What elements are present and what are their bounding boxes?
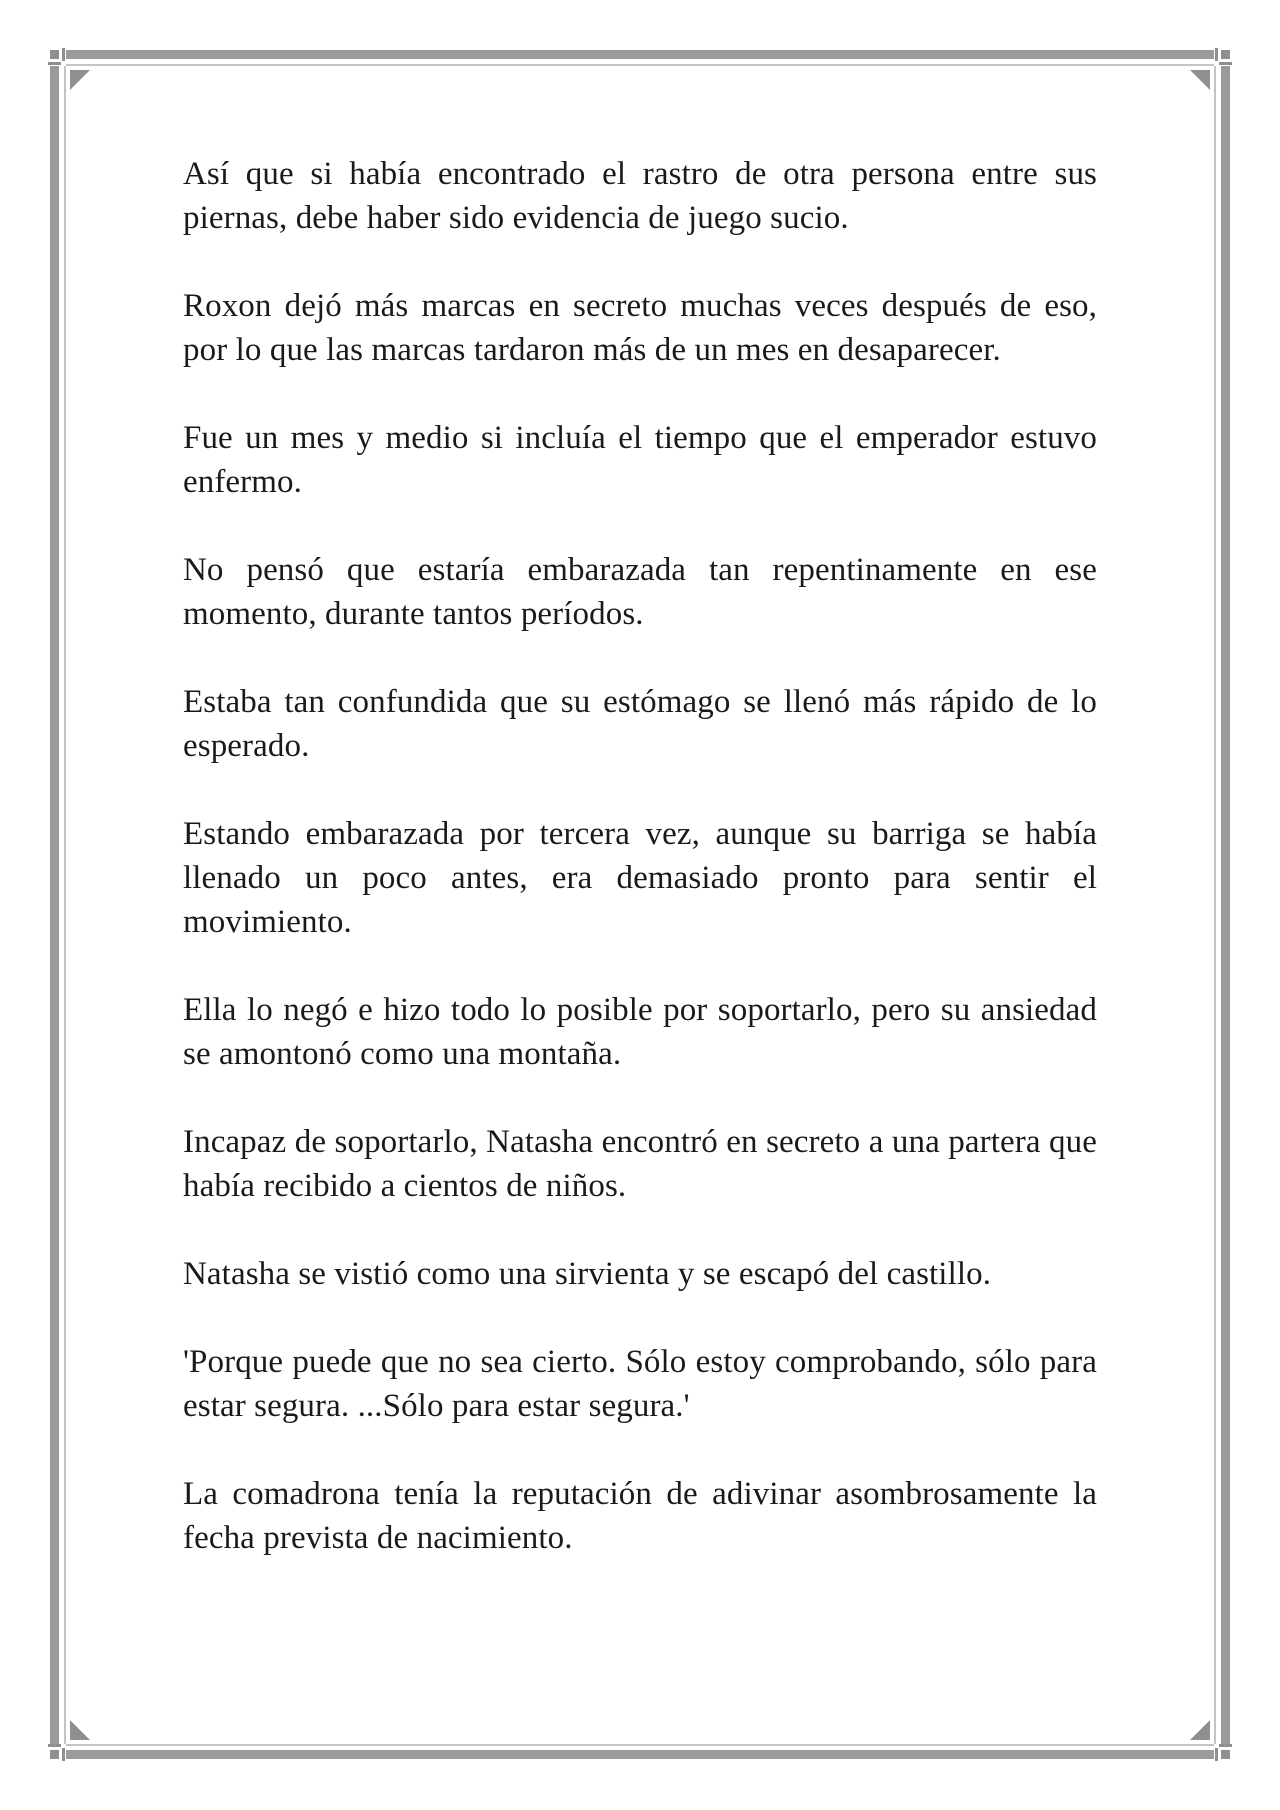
paragraph: Natasha se vistió como una sirvienta y se escapó del castillo. bbox=[183, 1256, 992, 1292]
paragraph: Roxon dejó más marcas en secreto muchas veces después de eso, por lo que las marcas tardaron más de un mes en desaparecer. bbox=[183, 288, 1097, 368]
document-body bbox=[183, 152, 1097, 1604]
border-top bbox=[66, 50, 1214, 59]
paragraph: No pensó que estaría embarazada tan repentinamente en ese momento, durante tantos períodos. bbox=[183, 552, 1097, 632]
paragraph: Incapaz de soportarlo, Natasha encontró en secreto a una partera que había recibido a cientos de niños. bbox=[183, 1124, 1097, 1204]
paragraph: Estaba tan confundida que su estómago se llenó más rápido de lo esperado. bbox=[183, 684, 1097, 764]
border-left bbox=[50, 66, 59, 1744]
paragraph: Fue un mes y medio si incluía el tiempo que el emperador estuvo enfermo. bbox=[183, 420, 1097, 500]
paragraph: Así que si había encontrado el rastro de otra persona entre sus piernas, debe haber sido evidencia de juego sucio. bbox=[183, 156, 1097, 236]
border-right bbox=[1221, 66, 1230, 1744]
border-bottom bbox=[66, 1750, 1214, 1759]
paragraph: Ella lo negó e hizo todo lo posible por soportarlo, pero su ansiedad se amontonó como una montaña. bbox=[183, 992, 1097, 1072]
paragraph: Estando embarazada por tercera vez, aunque su barriga se había llenado un poco antes, era demasiado pronto para sentir el movimiento. bbox=[183, 816, 1097, 940]
paragraph: 'Porque puede que no sea cierto. Sólo estoy comprobando, sólo para estar segura. ...Sólo para estar segura.' bbox=[183, 1344, 1097, 1424]
paragraph: La comadrona tenía la reputación de adivinar asombrosamente la fecha prevista de nacimiento. bbox=[183, 1476, 1097, 1556]
